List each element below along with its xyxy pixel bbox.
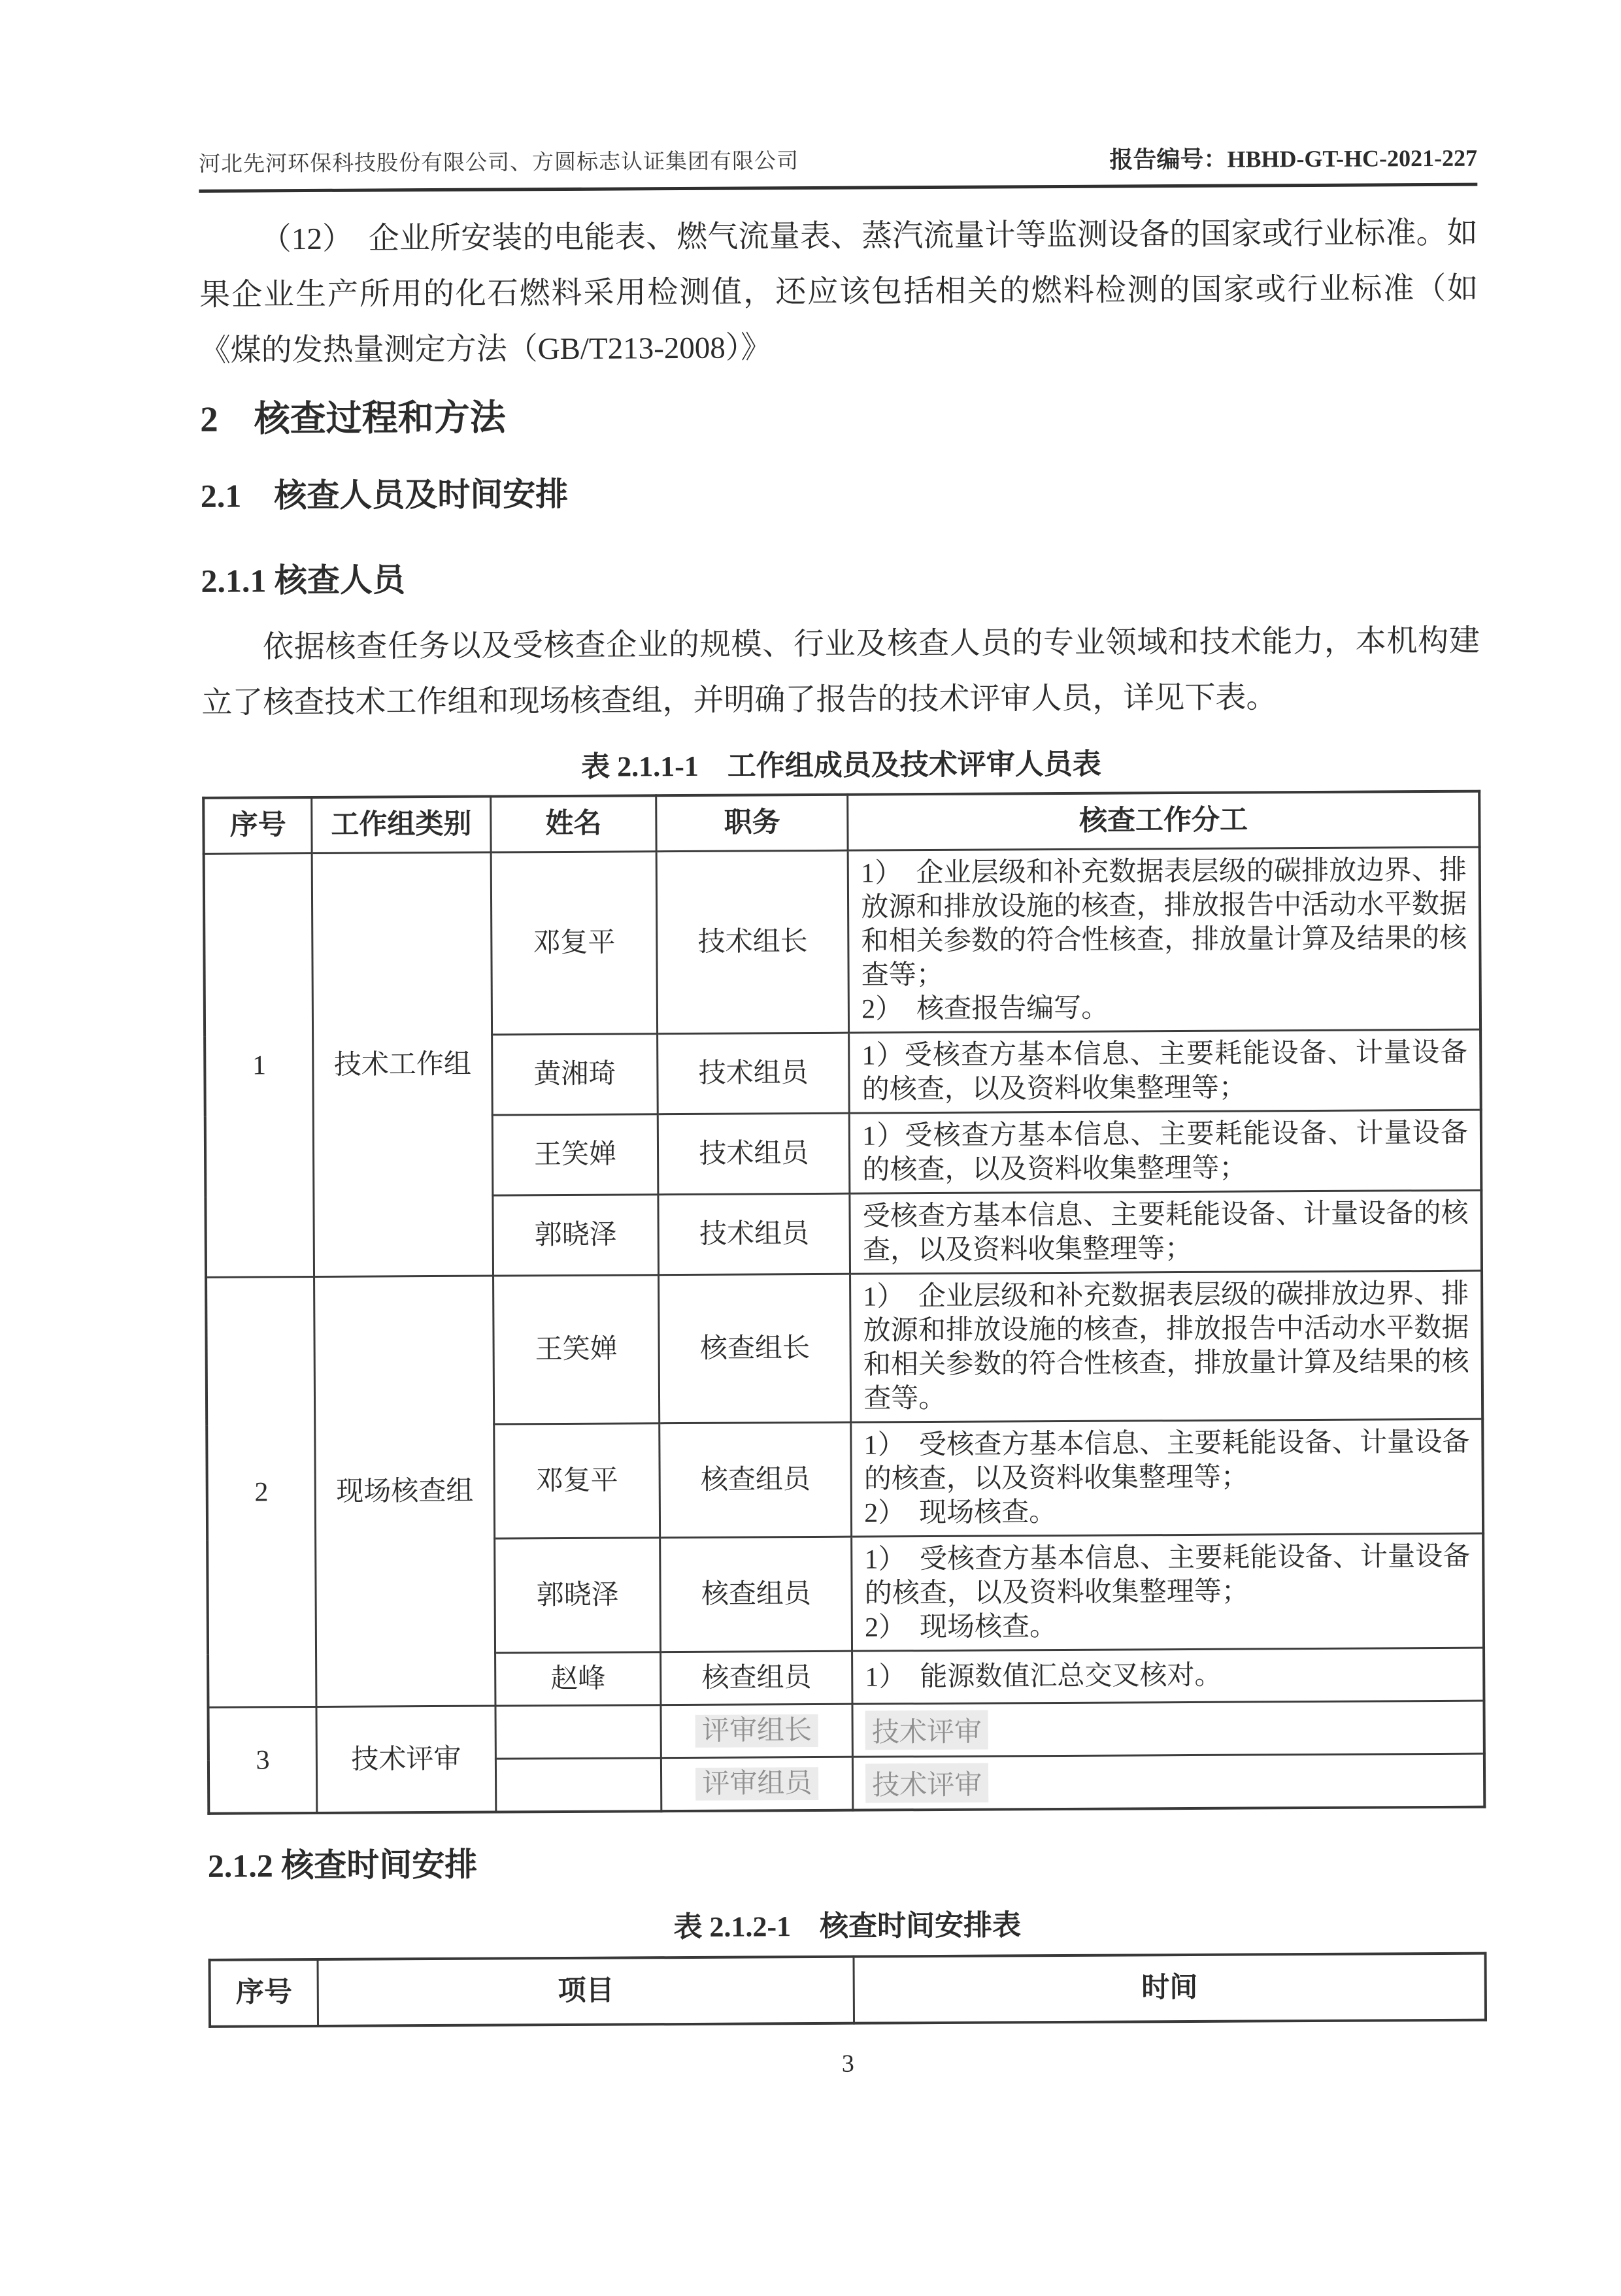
- group-category: 技术评审: [316, 1706, 495, 1813]
- intro-paragraph: （12） 企业所安装的电能表、燃气流量表、蒸汽流量计等监测设备的国家或行业标准。如果企业生产所用的化石燃料采用检测值，还应该包括相关的燃料检测的国家或行业标准（如《煤的发热量测定方法（GB/T213-2008）》: [199, 216, 1479, 368]
- column-header-no: 序号: [210, 1959, 318, 2027]
- section-heading-2: 2 核查过程和方法: [200, 397, 506, 439]
- duty-line: 1）受核查方基本信息、主要耗能设备、计量设备的核查，以及资料收集整理等；: [862, 1118, 1469, 1186]
- member-name: 邓复平: [493, 1423, 660, 1539]
- member-role: 核查组长: [659, 1274, 851, 1423]
- member-role: 核查组员: [660, 1422, 852, 1538]
- column-header-duty: 核查工作分工: [848, 791, 1480, 851]
- duty-line: 1）受核查方基本信息、主要耗能设备、计量设备的核查，以及资料收集整理等；: [861, 1037, 1468, 1105]
- work-group-table-title: 表 2.1.1-1 工作组成员及技术评审人员表: [581, 748, 1101, 783]
- member-role: [661, 1757, 853, 1811]
- page-header: [199, 144, 1477, 179]
- member-name: 赵峰: [495, 1652, 661, 1706]
- duty-line: 1） 受核查方基本信息、主要耗能设备、计量设备的核查，以及资料收集整理等；: [863, 1427, 1470, 1495]
- member-duty: [850, 1271, 1482, 1422]
- column-header-role: 职务: [656, 795, 848, 852]
- member-role: 技术组员: [658, 1033, 849, 1114]
- staff-paragraph: 依据核查任务以及受核查企业的规模、行业及核查人员的专业领域和技术能力，本机构建立了核查技术工作组和现场核查组，并明确了报告的技术评审人员，详见下表。: [201, 624, 1480, 720]
- column-header-no: 序号: [203, 797, 312, 854]
- member-role: 技术组员: [658, 1193, 850, 1275]
- duty-line: 1） 能源数值汇总交叉核对。: [865, 1660, 1222, 1693]
- member-duty: [849, 1029, 1481, 1113]
- section-heading-2-1: 2.1 核查人员及时间安排: [200, 475, 569, 514]
- section-heading-2-1-1: 2.1.1 核查人员: [201, 561, 406, 599]
- time-table-header-row: [210, 1954, 1486, 2027]
- header-company-names: 河北先河环保科技股份有限公司、方圆标志认证集团有限公司: [199, 150, 799, 176]
- member-duty: [852, 1533, 1484, 1651]
- member-duty: [849, 1110, 1481, 1193]
- member-duty: [850, 1190, 1482, 1274]
- member-name: [495, 1705, 661, 1759]
- page-number: 3: [841, 2050, 854, 2078]
- duty-line: 1） 受核查方基本信息、主要耗能设备、计量设备的核查，以及资料收集整理等；: [864, 1541, 1471, 1609]
- column-header-item: 项目: [318, 1957, 854, 2026]
- report-number-label: 报告编号：: [1109, 146, 1228, 173]
- work-group-table: [202, 790, 1486, 1815]
- member-name: [495, 1758, 661, 1812]
- member-name: 王笑婵: [493, 1275, 660, 1424]
- table-row: [208, 1701, 1484, 1760]
- member-role: 核查组员: [660, 1537, 852, 1652]
- duty-line: 2） 核查报告编写。: [861, 993, 1109, 1025]
- member-name: 王笑婵: [492, 1114, 658, 1195]
- member-role: [661, 1704, 852, 1758]
- redacted-duty-text: 技术评审: [865, 1763, 988, 1803]
- redacted-role-text: 评审组长: [695, 1714, 818, 1748]
- member-name: 邓复平: [491, 852, 658, 1035]
- column-header-name: 姓名: [490, 795, 656, 852]
- table-row: [204, 847, 1480, 1036]
- group-category: 技术工作组: [312, 852, 493, 1276]
- column-header-time: 时间: [854, 1954, 1486, 2023]
- member-duty: [848, 847, 1480, 1033]
- group-no: 2: [206, 1276, 316, 1707]
- header-divider-rule: [199, 183, 1477, 193]
- duty-line: 1） 企业层级和补充数据表层级的碳排放边界、排放源和排放设施的核查，排放报告中活动水平数据和相关参数的符合性核查，排放量计算及结果的核查等。: [863, 1278, 1469, 1414]
- member-name: 郭晓泽: [493, 1195, 659, 1276]
- work-group-table-header-row: [203, 791, 1479, 854]
- group-no: 1: [204, 853, 314, 1277]
- group-no: 3: [208, 1706, 317, 1813]
- duty-line: 2） 现场核查。: [864, 1612, 1058, 1643]
- column-header-category: 工作组类别: [312, 797, 491, 854]
- member-duty: [853, 1754, 1485, 1810]
- member-name: 郭晓泽: [494, 1538, 661, 1653]
- member-role: 技术组长: [657, 850, 849, 1034]
- time-table-title: 表 2.1.2-1 核查时间安排表: [673, 1909, 1022, 1944]
- member-duty: [852, 1648, 1484, 1704]
- group-category: 现场核查组: [314, 1276, 495, 1706]
- report-number-value: HBHD-GT-HC-2021-227: [1227, 144, 1478, 173]
- header-report-number: [1109, 144, 1477, 175]
- member-role: 核查组员: [661, 1651, 852, 1705]
- member-role: 技术组员: [658, 1113, 850, 1195]
- member-name: 黄湘琦: [492, 1034, 658, 1115]
- duty-line: 受核查方基本信息、主要耗能设备、计量设备的核查，以及资料收集整理等；: [862, 1198, 1469, 1266]
- duty-line: 2） 现场核查。: [864, 1497, 1057, 1529]
- section-heading-2-1-2: 2.1.2 核查时间安排: [207, 1846, 478, 1884]
- redacted-role-text: 评审组员: [695, 1767, 818, 1801]
- member-duty: [851, 1419, 1483, 1537]
- redacted-duty-text: 技术评审: [865, 1710, 988, 1750]
- duty-line: 1） 企业层级和补充数据表层级的碳排放边界、排放源和排放设施的核查，排放报告中活动水平数据和相关参数的符合性核查，排放量计算及结果的核查等；: [860, 855, 1467, 991]
- time-schedule-table: [208, 1952, 1487, 2028]
- member-duty: [852, 1701, 1484, 1757]
- table-row: [206, 1271, 1482, 1425]
